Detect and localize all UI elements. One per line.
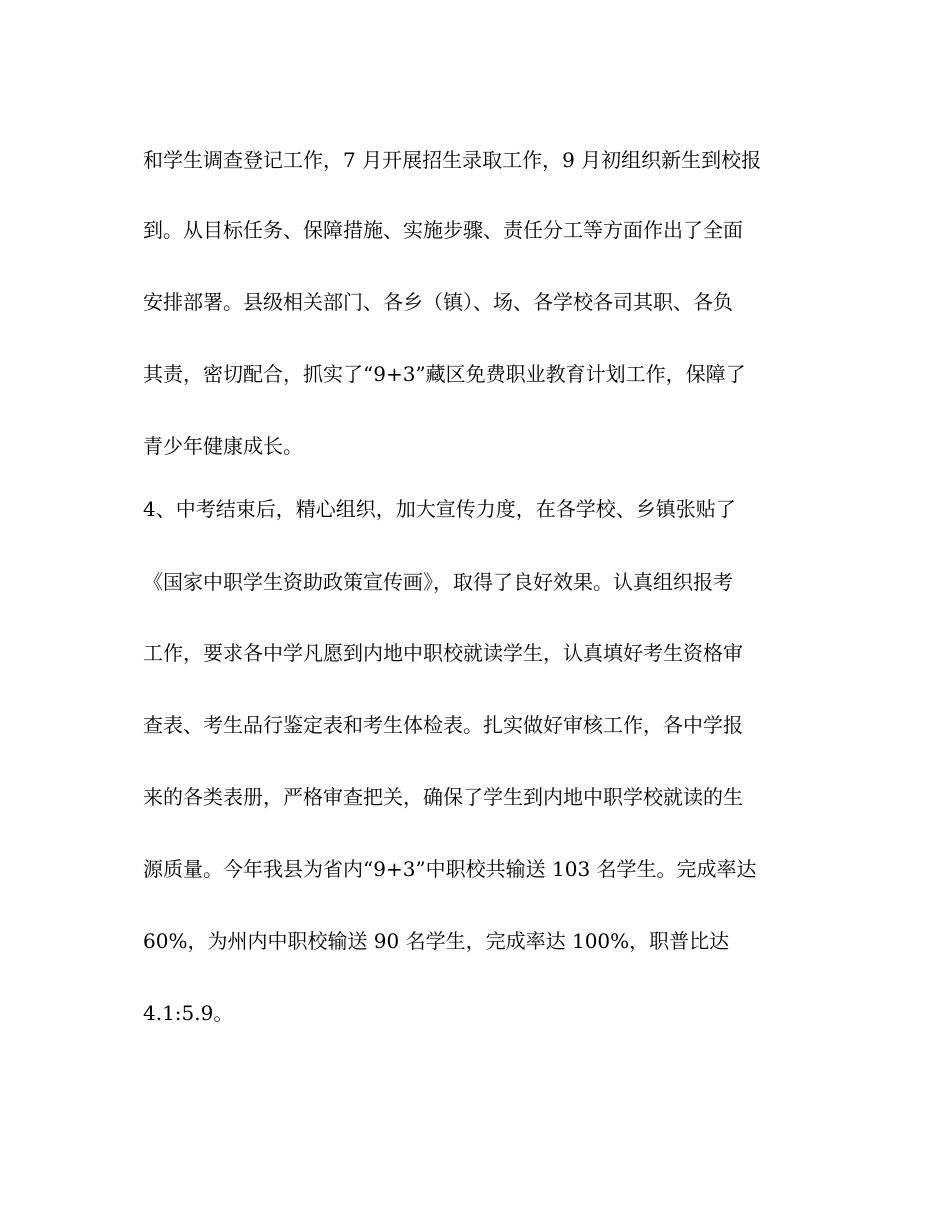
paragraph-line: 来的各类表册，严格审查把关，确保了学生到内地中职学校就读的生 (143, 785, 743, 809)
paragraph-line: 安排部署。县级相关部门、各乡（镇）、场、各学校各司其职、各负 (143, 290, 733, 314)
paragraph-line: 《国家中职学生资助政策宣传画》，取得了良好效果。认真组织报考 (143, 570, 733, 594)
paragraph-line: 4、中考结束后，精心组织，加大宣传力度，在各学校、乡镇张贴了 (143, 497, 736, 521)
paragraph-line: 青少年健康成长。 (143, 434, 303, 458)
paragraph-line: 查表、考生品行鉴定表和考生体检表。扎实做好审核工作，各中学报 (143, 713, 743, 737)
paragraph-line: 60%，为州内中职校输送 90 名学生，完成率达 100%，职普比达 (143, 929, 730, 953)
paragraph-line: 其责，密切配合，抓实了“9+3”藏区免费职业教育计划工作，保障了 (143, 362, 746, 386)
paragraph-line: 工作，要求各中学凡愿到内地中职校就读学生，认真填好考生资格审 (143, 641, 743, 665)
paragraph-line: 到。从目标任务、保障措施、实施步骤、责任分工等方面作出了全面 (143, 218, 743, 242)
paragraph-line: 源质量。今年我县为省内“9+3”中职校共输送 103 名学生。完成率达 (143, 857, 757, 881)
paragraph-line: 和学生调查登记工作，7 月开展招生录取工作，9 月初组织新生到校报 (143, 148, 762, 172)
paragraph-line: 4.1:5.9。 (143, 1001, 234, 1025)
